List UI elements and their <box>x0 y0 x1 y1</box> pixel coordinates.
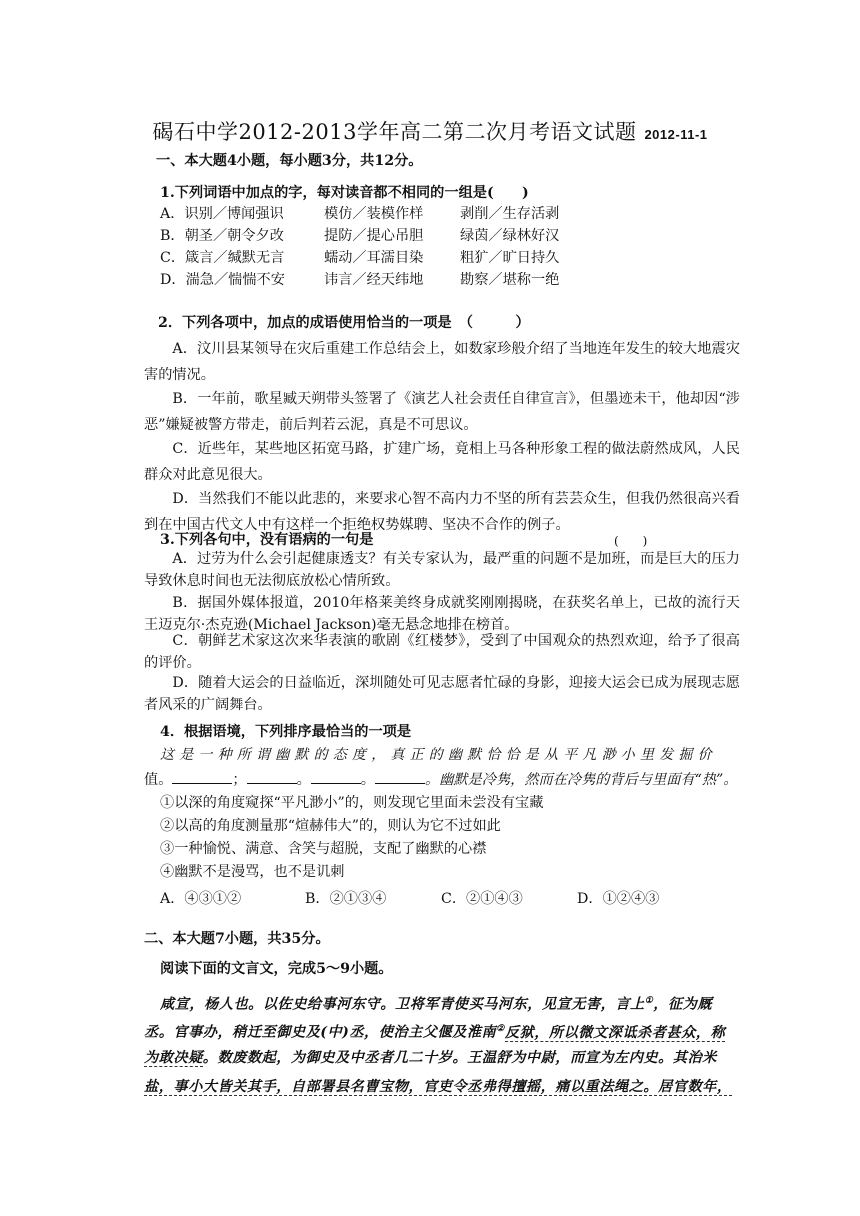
q1-stem: 1.下列词语中加点的字，每对读音都不相同的一组是( ) <box>160 185 529 201</box>
q4-choice-c: C．②①④③ <box>441 891 523 907</box>
passage-line-4 <box>144 1077 732 1097</box>
passage-line-2 <box>144 1019 725 1043</box>
passage-l3-text: 。数废数起，为御史及中丞者几二十岁。王温舒为中尉，而宣为左内史。其治米 <box>202 1050 717 1066</box>
q1-b-2: 提防／提心吊胆 <box>324 228 424 244</box>
q3-option-b: B．据国外媒体报道，2010年格莱美终身成就奖刚刚揭晓，在获奖名单上，已故的流行天王迈克尔·杰克逊(Michael Jackson)毫无悬念地排在榜首。 <box>144 595 740 633</box>
q1-option-d <box>160 270 559 290</box>
q4-item-4: ④幽默不是漫骂，也不是讥刺 <box>160 864 345 880</box>
q1-a-2: 模仿／装模作样 <box>324 206 424 222</box>
q4-sep-1: ； <box>232 772 247 788</box>
passage-l2-text: 丞。官事办，稍迁至御史及(中)丞，使治主父偃及淮南 <box>144 1024 497 1041</box>
q1-c-2: 蠕动／耳濡目染 <box>324 250 424 266</box>
q4-blank-1 <box>172 769 232 784</box>
title-text: 碣石中学2012-2013学年高二第二次月考语文试题 <box>152 120 637 144</box>
q3-option-a: A．过劳为什么会引起健康透支？有关专家认为，最严重的问题不是加班，而是巨大的压力导致休息时间也无法彻底放松心情所致。 <box>144 551 740 589</box>
footnote-marker-2: ② <box>496 1024 505 1034</box>
section-2-heading: 二、本大题7小题，共35分。 <box>144 931 330 947</box>
q4-choice-a: A．④③①② <box>160 891 242 907</box>
passage-line-3 <box>144 1048 717 1068</box>
q4-context-line1: 这是一种所谓幽默的态度，真正的幽默恰恰是从平凡渺小里发掘价 <box>160 747 717 763</box>
q3-option-c: C．朝鲜艺术家这次来华表演的歌剧《红楼梦》，受到了中国观众的热烈欢迎，给予了很高的评价。 <box>144 633 740 671</box>
q1-c-3: 粗犷／旷日持久 <box>460 250 560 266</box>
q4-item-3: ③一种愉悦、满意、含笑与超脱，支配了幽默的心襟 <box>160 841 487 857</box>
q1-option-a <box>160 204 559 224</box>
q4-line2-end: 。幽默是冷隽，然而在冷隽的背后与里面有“热”。 <box>425 772 738 788</box>
section-1-heading: 一、本大题4小题，每小题3分，共12分。 <box>156 153 423 169</box>
q3-option-d: D．随着大运会的日益临近，深圳随处可见志愿者忙碌的身影，迎接大运会已成为展现志愿者风采的广阔舞台。 <box>144 675 740 713</box>
q2-option-c: C．近些年，某些地区拓宽马路，扩建广场，竟相上马各种形象工程的做法蔚然成风，人民群众对此意见很大。 <box>144 441 740 483</box>
q4-blank-2 <box>247 769 297 784</box>
q1-d-3: 勘察／堪称一绝 <box>460 272 560 288</box>
q1-d-1: D．湍急／惴惴不安 <box>160 272 285 288</box>
passage-line-1 <box>160 991 712 1015</box>
passage-l1-text: 咸宣，杨人也。以佐史给事河东守。卫将军青使买马河东，见宣无害，言上 <box>160 996 645 1013</box>
q2-option-b: B．一年前，歌星臧天朔带头签署了《演艺人社会责任自律宣言》，但墨迹未干，他却因“涉恶”嫌疑被警方带走，前后判若云泥，真是不可思议。 <box>144 391 740 433</box>
q4-choice-b: B．②①③④ <box>305 891 387 907</box>
passage-l1-end: ，征为厩 <box>653 996 713 1013</box>
passage-l3-underlined: 为敢决疑 <box>144 1050 203 1066</box>
q4-sep-2: 。 <box>296 772 311 788</box>
q3-stem: 3.下列各句中，没有语病的一句是 <box>160 532 374 548</box>
q2-option-d: D．当然我们不能以此悲的，来要求心智不高内力不坚的所有芸芸众生，但我仍然很高兴看到在中国古代文人中有这样一个拒绝权势媒聘、坚决不合作的例子。 <box>144 491 740 533</box>
q1-a-3: 剥削／生存活剥 <box>460 206 560 222</box>
q4-sep-3: 。 <box>360 772 375 788</box>
exam-date: 2012-11-1 <box>644 127 708 142</box>
q1-a-1: A．识别／博闻强识 <box>160 206 284 222</box>
q2-stem: 2．下列各项中，加点的成语使用恰当的一项是 （ ） <box>158 315 530 331</box>
footnote-marker-1: ① <box>644 996 654 1006</box>
q1-option-c <box>160 248 559 268</box>
q4-context-line2 <box>144 769 737 790</box>
q4-item-1: ①以深的角度窥探“平凡渺小”的，则发现它里面未尝没有宝藏 <box>160 795 544 811</box>
q1-c-1: C．箴言／缄默无言 <box>160 250 285 266</box>
q1-b-3: 绿茵／绿林好汉 <box>460 228 560 244</box>
q4-item-2: ②以高的角度测量那“煊赫伟大”的，则认为它不过如此 <box>160 818 501 834</box>
q1-d-2: 讳言／经天纬地 <box>324 272 424 288</box>
q1-b-1: B．朝圣／朝令夕改 <box>160 228 284 244</box>
passage-l2-underlined: 反狱，所以微文深诋杀者甚众，称 <box>504 1024 726 1041</box>
passage-l4-underlined: 盐，事小大皆关其手，自部署县名曹宝物，官吏令丞弗得擅摇，痛以重法绳之。居官数年， <box>144 1079 732 1095</box>
exam-title <box>0 116 860 146</box>
q4-stem: 4．根据语境，下列排序最恰当的一项是 <box>160 724 412 740</box>
q4-blank-3 <box>311 769 361 784</box>
q1-option-b <box>160 226 559 246</box>
reading-instruction: 阅读下面的文言文，完成5～9小题。 <box>160 961 393 977</box>
q2-option-a: A．汶川县某领导在灾后重建工作总结会上，如数家珍般介绍了当地连年发生的较大地震灾害的情况。 <box>144 341 740 383</box>
q4-blank-4 <box>375 769 425 784</box>
q4-line2-start: 值。 <box>144 772 173 788</box>
q4-choice-d: D．①②④③ <box>577 891 660 907</box>
q4-choices <box>160 889 659 909</box>
q3-answer-paren: ( ) <box>614 534 648 548</box>
